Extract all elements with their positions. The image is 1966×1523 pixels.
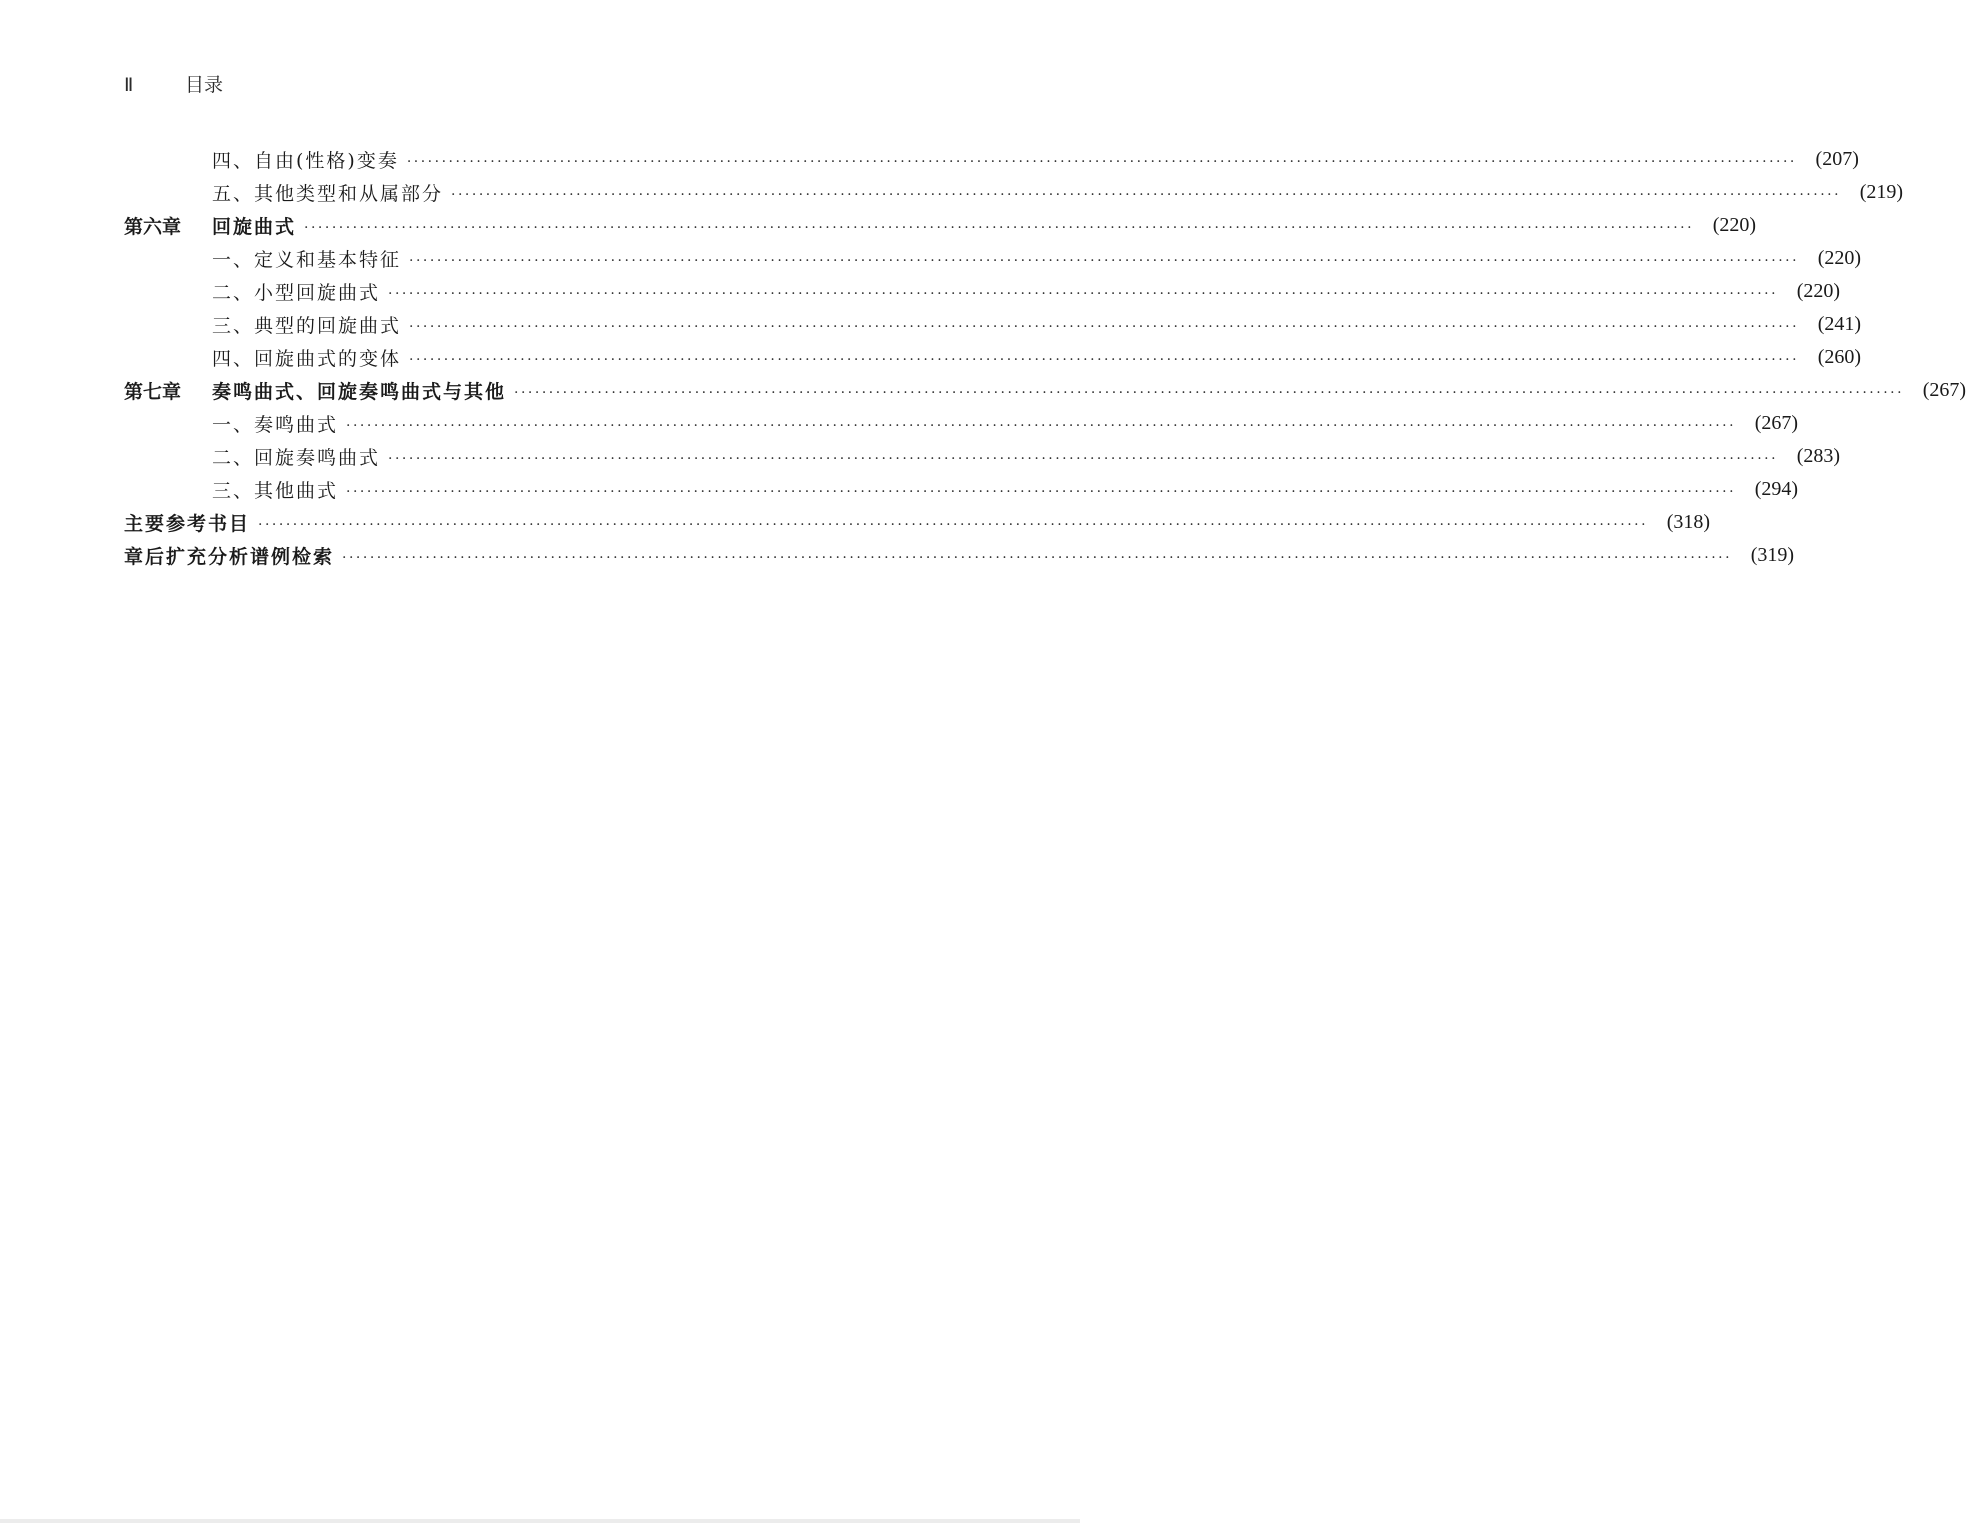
toc-leader-dots: ········································································································································································································ (409, 351, 1800, 368)
toc-entry-label: 四、回旋曲式的变体 (212, 348, 402, 370)
toc-leader-dots: ········································································································································································································ (346, 483, 1737, 500)
toc-chapter-entry (124, 209, 1757, 242)
toc-page-number: (207) (1815, 148, 1859, 170)
toc-entry-label: 一、奏鸣曲式 (212, 414, 339, 436)
toc-page-number: (220) (1817, 247, 1862, 269)
toc-leader-dots: ········································································································································································································ (388, 285, 1779, 302)
toc-chapter-entry (124, 506, 1711, 539)
toc-section-entry (124, 407, 1799, 440)
running-head (124, 70, 223, 97)
toc-leader-dots: ········································································································································································································ (406, 153, 1797, 170)
toc-page-number: (219) (1859, 181, 1904, 203)
toc-entry-label: 四、自由(性格)变奏 (212, 150, 399, 172)
toc-page-number: (220) (1796, 280, 1841, 302)
toc-section-entry (124, 275, 1841, 308)
toc-chapter-entry (124, 539, 1795, 572)
toc-page-number: (220) (1712, 214, 1757, 236)
toc-page-number: (283) (1796, 445, 1841, 467)
toc-entry-label: 三、典型的回旋曲式 (212, 315, 402, 337)
toc-page-number: (260) (1817, 346, 1862, 368)
toc-page-number: (241) (1817, 313, 1862, 335)
toc-leader-dots: ········································································································································································································ (346, 417, 1737, 434)
toc-entry-label: 回旋曲式 (212, 216, 297, 238)
toc-section-entry (124, 440, 1841, 473)
toc-leader-dots: ········································································································································································································ (409, 252, 1800, 269)
toc-entry-label: 三、其他曲式 (212, 480, 339, 502)
toc-entry-label: 二、小型回旋曲式 (212, 282, 381, 304)
toc-leader-dots: ········································································································································································································ (304, 219, 1695, 236)
toc-entry-label: 主要参考书目 (124, 513, 251, 535)
toc-section-entry (124, 308, 1862, 341)
toc-leader-dots: ········································································································································································································ (258, 516, 1649, 533)
toc-section-entry (124, 242, 1862, 275)
toc-chapter-entry (124, 374, 1966, 407)
toc-entry-label: 五、其他类型和从属部分 (212, 183, 444, 205)
toc-section-entry (124, 176, 1904, 209)
toc-leader-dots: ········································································································································································································ (388, 450, 1779, 467)
toc-leader-dots: ········································································································································································································ (451, 186, 1842, 203)
page-number: Ⅱ (124, 74, 134, 96)
toc-page-number: (267) (1922, 379, 1966, 401)
page-bottom-edge (0, 1519, 1080, 1523)
table-of-contents (124, 143, 1966, 572)
toc-entry-label: 二、回旋奏鸣曲式 (212, 447, 381, 469)
toc-leader-dots: ········································································································································································································ (409, 318, 1800, 335)
toc-chapter-number: 第七章 (124, 381, 182, 403)
toc-section-entry (124, 341, 1862, 374)
toc-page-number: (267) (1754, 412, 1799, 434)
toc-leader-dots: ········································································································································································································ (514, 384, 1905, 401)
toc-entry-label: 奏鸣曲式、回旋奏鸣曲式与其他 (212, 381, 507, 403)
page-title: 目录 (185, 74, 224, 96)
toc-section-entry (124, 143, 1859, 176)
toc-chapter-number: 第六章 (124, 216, 182, 238)
toc-entry-label: 章后扩充分析谱例检索 (124, 546, 335, 568)
toc-page-number: (319) (1750, 544, 1795, 566)
toc-page-number: (294) (1754, 478, 1799, 500)
toc-entry-label: 一、定义和基本特征 (212, 249, 402, 271)
toc-leader-dots: ········································································································································································································ (342, 549, 1733, 566)
toc-section-entry (124, 473, 1799, 506)
toc-page-number: (318) (1666, 511, 1711, 533)
